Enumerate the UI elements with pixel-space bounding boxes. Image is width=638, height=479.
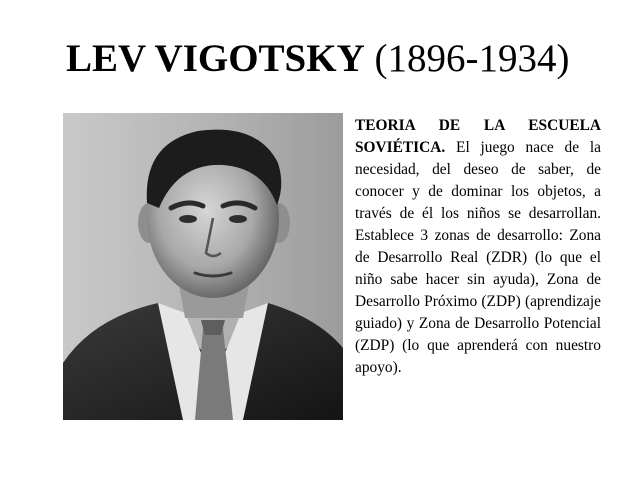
body-lead: TEORIA DE LA ESCUELA SOVIÉTICA.	[355, 117, 601, 156]
portrait-image	[63, 113, 343, 420]
slide-body-text	[355, 115, 601, 379]
body-content: El juego nace de la necesidad, del deseo de saber, de conocer y de dominar los objetos, a través de él los niños se desarrollan. Establece 3 zonas de desarrollo: Zona de Desarrollo Real (ZDR) (lo que el niño sabe hacer sin ayuda), Zona de Desarrollo Próximo (ZDP) (aprendizaje guiado) y Zona de Desarrollo Potencial (ZDP) (lo que aprenderá con nuestro apoyo).	[355, 139, 601, 376]
title-name: LEV VIGOTSKY	[66, 37, 365, 80]
slide-title	[66, 36, 569, 82]
title-years: (1896-1934)	[374, 37, 570, 80]
portrait-photo	[63, 113, 343, 420]
